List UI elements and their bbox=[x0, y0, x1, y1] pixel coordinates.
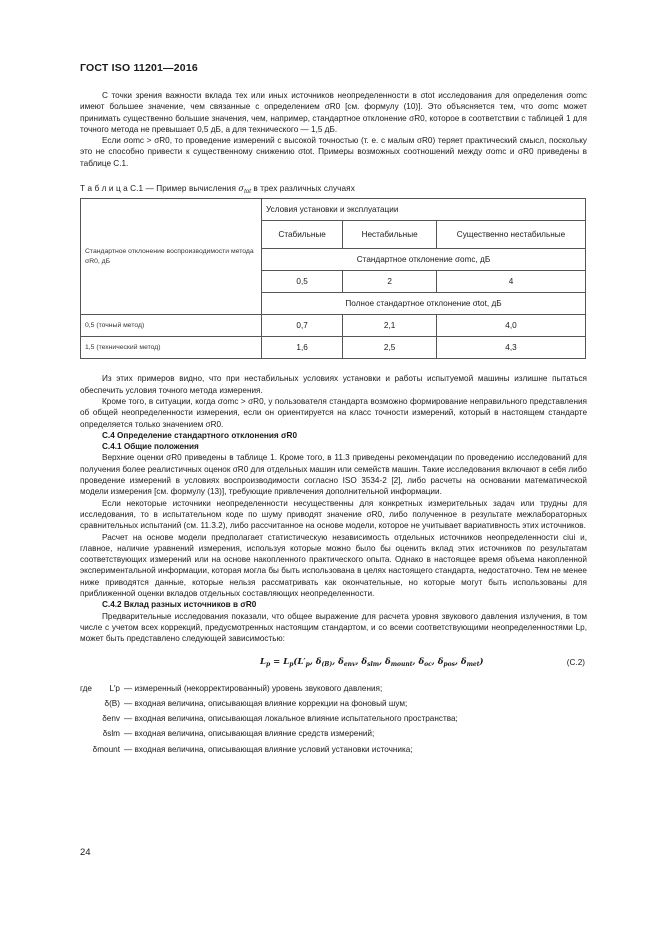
formula-number: (С.2) bbox=[566, 657, 585, 667]
row-label-technical: 1,5 (технический метод) bbox=[81, 337, 262, 359]
table-row bbox=[81, 337, 586, 359]
page-content bbox=[80, 90, 587, 759]
formula-expression: $L_p = L_p(L'_p$, $\delta_{(B)}$, $\delta_{env}$, $\delta_{slm}$, $\delta_{mount}$, $\delta_{oc}$, $\delta_{pos}$, $\delta_{met}$) bbox=[260, 656, 484, 668]
legend-symbol: δmount bbox=[92, 744, 120, 754]
condition-very-unstable: Существенно нестабильные bbox=[437, 221, 586, 249]
legend-item bbox=[80, 744, 587, 759]
omc-value-2: 2 bbox=[343, 271, 437, 293]
section-heading-c41: С.4.1 Общие положения bbox=[102, 442, 199, 452]
table-row bbox=[81, 315, 586, 337]
page-header: ГОСТ ISO 11201—2016 bbox=[80, 62, 198, 74]
tot-value: 1,6 bbox=[262, 337, 343, 359]
after-table-paragraph-1: Из этих примеров видно, что при нестабильных условиях установки и работы испытуемой машины излишне пытаться обеспечить условия точного метода измерения. bbox=[80, 374, 587, 395]
c41-paragraph-2: Если некоторые источники неопределенности несущественны для конкретных измерительных задач или трудны для исследования, то в испытательном коде по шуму приводят значение σR0, либо полученное в результате межлабораторных сравнительных испытаний (см. 11.3.2), либо рассчитанное на основе модели, которое не учитывает вариативность этих источников. bbox=[80, 498, 587, 531]
tot-value: 4,3 bbox=[437, 337, 586, 359]
legend-symbol: δenv bbox=[102, 714, 120, 724]
legend-item bbox=[80, 713, 587, 728]
conditions-header: Условия установки и эксплуатации bbox=[262, 199, 586, 221]
after-table-paragraph-2: Кроме того, в ситуации, когда σomc > σR0, у пользователя стандарта возможно формирование неправильного представления об общей неопределенности измерения, если он ориентируется на класс точности измерений, который в настоящем стандарте определяется только значением σR0. bbox=[80, 396, 587, 429]
omc-value-3: 4 bbox=[437, 271, 586, 293]
legend-text: — входная величина, описывающая локальное влияние испытательного пространства; bbox=[124, 714, 458, 724]
page-number: 24 bbox=[80, 847, 91, 858]
section-heading-c4: С.4 Определение стандартного отклонения σR0 bbox=[102, 430, 298, 440]
table-row-label-header: Стандартное отклонение воспроизводимости метода σR0, дБ bbox=[81, 199, 262, 315]
legend-item bbox=[80, 698, 587, 713]
condition-unstable: Нестабильные bbox=[343, 221, 437, 249]
formula-c2 bbox=[80, 645, 587, 681]
legend-item bbox=[80, 683, 587, 698]
tot-value: 4,0 bbox=[437, 315, 586, 337]
c42-paragraph-1: Предварительные исследования показали, что общее выражение для расчета уровня звукового давления излучения, в том числе с учетом всех коррекций, предусмотренных настоящим стандартом, и со всеми соответствующими неопределенностями Lp, может быть представлено следующей зависимостью: bbox=[80, 611, 587, 644]
legend-where: где bbox=[80, 683, 92, 693]
legend-item bbox=[80, 728, 587, 743]
intro-paragraph-2: Если σomc > σR0, то проведение измерений с высокой точностью (т. е. с малым σR0) теряет практический смысл, поскольку это не способно привести к существенному снижению σtot. Примеры возможных соотношений между σomc и σR0 приведены в таблице С.1. bbox=[80, 136, 587, 168]
formula-legend bbox=[80, 683, 587, 759]
legend-text: — входная величина, описывающая влияние коррекции на фоновый шум; bbox=[124, 698, 408, 708]
table-c1 bbox=[80, 198, 586, 359]
tot-value: 0,7 bbox=[262, 315, 343, 337]
omc-value-1: 0,5 bbox=[262, 271, 343, 293]
legend-symbol: δslm bbox=[102, 729, 120, 739]
c41-paragraph-1: Верхние оценки σR0 приведены в таблице 1. Кроме того, в 11.3 приведены рекомендации по проведению исследований для получения более реалистичных оценок σR0 для отдельных машин или семейств машин. Такие исследования включают в себя либо проведение измерений в условиях воспроизводимости согласно ISO 3534-2 [2], либо расчеты на основании математической модели измерения [см. формулу (13)], требующие привлечения дополнительной информации. bbox=[80, 453, 587, 497]
legend-text: — входная величина, описывающая влияние средств измерений; bbox=[124, 729, 375, 739]
section-heading-c42: С.4.2 Вклад разных источников в σR0 bbox=[102, 600, 257, 610]
intro-paragraph-1: С точки зрения важности вклада тех или иных источников неопределенности в σtot исследования для определения σomc имеют большее значение, чем связанные с определением σR0 [см. формулу (10)]. Это объясняется тем, что σomc может принимать существенно большие значения, чем, например, стандартное отклонение σR0, которое в соответствии с таблицей 1 для точного метода не превышает 0,5 дБ, а для технического — 1,5 дБ. bbox=[80, 91, 587, 134]
c41-paragraph-3: Расчет на основе модели предполагает статистическую независимость отдельных источников неопределенности ciui и, главное, наличие уравнений измерения, используя которые можно было бы оценить вклад этих источников по результатам соответствующих измерений или на основе накопленного практического опыта. Однако в настоящее время объема накопленной экспериментальной информации, которая могла бы быть использована в целях настоящего стандарта, недостаточно. Тем не менее ниже приводятся данные, которые нельзя рассматривать как окончательные, но которые могут быть использованы для приближенной оценки вкладов отдельных составляющих неопределенности. bbox=[80, 532, 587, 599]
condition-stable: Стабильные bbox=[262, 221, 343, 249]
legend-text: — измеренный (некорректированный) уровень звукового давления; bbox=[124, 683, 383, 693]
legend-symbol: L′p bbox=[109, 683, 120, 693]
tot-label: Полное стандартное отклонение σtot, дБ bbox=[262, 293, 586, 315]
tot-value: 2,5 bbox=[343, 337, 437, 359]
legend-text: — входная величина, описывающая влияние условий установки источника; bbox=[124, 744, 413, 754]
legend-symbol: δ(B) bbox=[104, 698, 120, 708]
table-caption: Т а б л и ц а С.1 — Пример вычисления $\sigma_{tot}$ в трех различных случаях bbox=[80, 183, 355, 196]
omc-label: Стандартное отклонение σomc, дБ bbox=[262, 249, 586, 271]
row-label-precise: 0,5 (точный метод) bbox=[81, 315, 262, 337]
tot-value: 2,1 bbox=[343, 315, 437, 337]
